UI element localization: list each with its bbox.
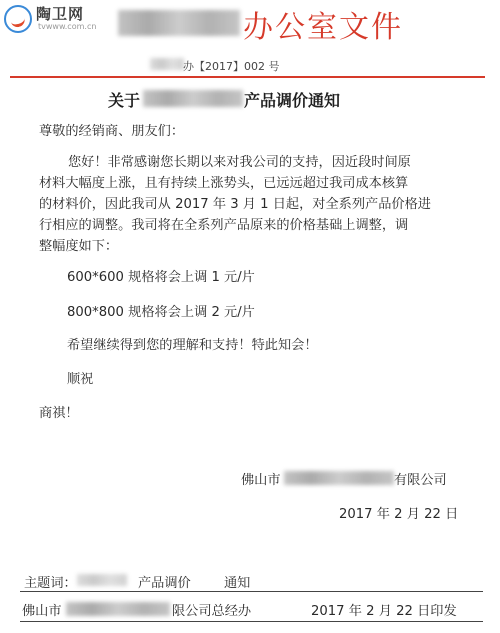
keywords-label: 主题词： <box>24 576 77 591</box>
notice-title-prefix: 关于 <box>108 91 141 110</box>
body-line: 的材料价，因此我司从 2017 年 3 月 1 日起，对全系列产品价格进 <box>39 197 431 212</box>
keyword-item: 产品调价 <box>138 576 191 591</box>
body-line: 整幅度如下： <box>39 239 119 254</box>
document-number: 办【2017】002 号 <box>183 60 280 73</box>
site-logo <box>4 2 99 36</box>
price-item-600: 600*600 规格将会上调 1 元/片 <box>67 270 255 285</box>
redacted-keyword <box>77 574 127 586</box>
salutation: 尊敬的经销商、朋友们： <box>39 124 185 139</box>
redacted-product-name <box>143 90 243 107</box>
issuer-suffix: 限公司总经办 <box>172 604 252 619</box>
signature-company-suffix: 有限公司 <box>394 473 447 488</box>
closing-regards: 顺祝 <box>67 372 94 387</box>
redacted-title-prefix <box>118 10 240 36</box>
notice-title-suffix: 产品调价通知 <box>244 91 341 110</box>
body-line: 行相应的调整。我司将在全系列产品原来的价格基础上调整，调 <box>39 218 409 233</box>
logo-url: tvwww.com.cn <box>38 22 97 31</box>
issue-date: 2017 年 2 月 22 日印发 <box>311 604 457 619</box>
redacted-company-name <box>284 471 394 485</box>
signature-date: 2017 年 2 月 22 日 <box>339 507 459 522</box>
signature-company-prefix: 佛山市 <box>241 473 281 488</box>
footer-rule-top <box>20 591 483 592</box>
header-rule <box>10 76 485 78</box>
logo-name: 陶卫网 <box>36 5 85 23</box>
issuer-prefix: 佛山市 <box>22 604 62 619</box>
closing-wishes: 商祺！ <box>39 406 79 421</box>
body-line: 材料大幅度上涨，且有持续上涨势头，已远远超过我司成本核算 <box>39 176 409 191</box>
document-title: 办公室文件 <box>243 10 403 45</box>
body-paragraph <box>39 151 431 256</box>
footer-rule-bottom <box>20 621 483 622</box>
body-line: 您好！非常感谢您长期以来对我公司的支持，因近段时间原 <box>68 155 411 170</box>
closing-line: 希望继续得到您的理解和支持！特此知会！ <box>67 338 318 353</box>
redacted-doc-number-prefix <box>150 58 184 70</box>
logo-icon <box>4 5 32 33</box>
price-item-800: 800*800 规格将会上调 2 元/片 <box>67 305 255 320</box>
keyword-item: 通知 <box>224 576 251 591</box>
redacted-issuer-name <box>66 602 170 616</box>
